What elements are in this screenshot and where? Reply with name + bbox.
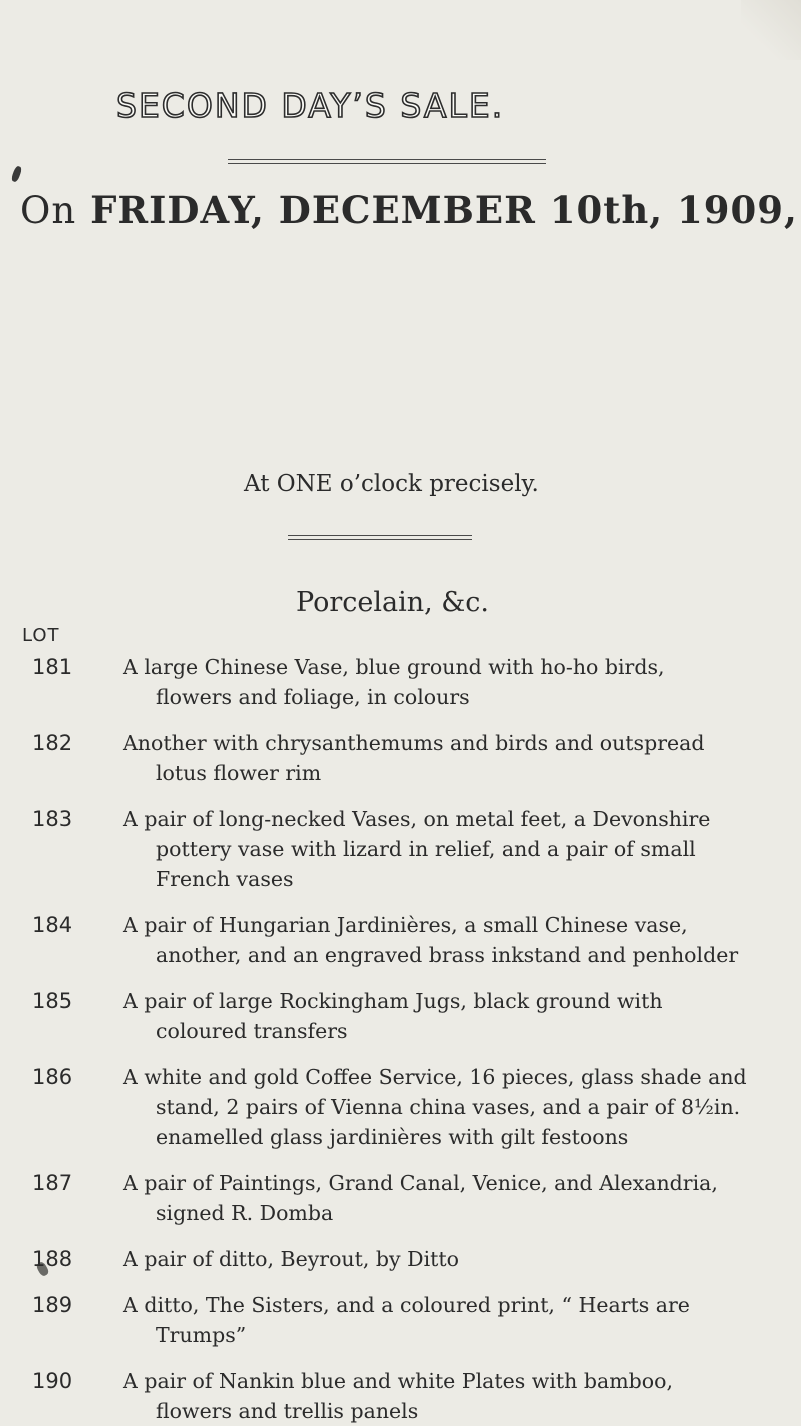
page-corner <box>741 0 801 60</box>
lot-description <box>123 1168 793 1228</box>
section-heading: Porcelain, &c. <box>296 587 489 618</box>
lot-description-line: A pair of Nankin blue and white Plates with bamboo, <box>123 1369 673 1393</box>
lot-description-line: coloured transfers <box>156 1019 348 1043</box>
lot-description-line: flowers and foliage, in colours <box>156 685 470 709</box>
lot-number: 182 <box>32 731 73 755</box>
sale-time: At ONE o’clock precisely. <box>244 471 539 497</box>
lot-description-line: A pair of large Rockingham Jugs, black ground with <box>123 989 663 1013</box>
lot-description <box>123 986 793 1046</box>
lot-description <box>123 1062 793 1152</box>
lot-description <box>123 1244 793 1274</box>
sale-on-label: On <box>20 189 77 232</box>
lot-description <box>123 1290 793 1350</box>
lot-number: 189 <box>32 1293 73 1317</box>
lot-number: 181 <box>32 655 73 679</box>
lot-description-line: A pair of Hungarian Jardinières, a small Chinese vase, <box>123 913 688 937</box>
lot-description-line: lotus flower rim <box>156 761 322 785</box>
lot-description-line: enamelled glass jardinières with gilt festoons <box>156 1125 629 1149</box>
lot-description <box>123 1366 793 1426</box>
lot-number: 185 <box>32 989 73 1013</box>
lot-description-line: signed R. Domba <box>156 1201 334 1225</box>
time-divider <box>288 535 472 540</box>
lot-description-line: flowers and trellis panels <box>156 1399 419 1423</box>
lot-description-line: A pair of long-necked Vases, on metal feet, a Devonshire <box>123 807 711 831</box>
ink-mark-top-left <box>10 165 22 182</box>
lot-description-line: A large Chinese Vase, blue ground with ho-ho birds, <box>123 655 665 679</box>
lot-number: 187 <box>32 1171 73 1195</box>
lot-description <box>123 728 793 788</box>
lot-description-line: French vases <box>156 867 294 891</box>
lot-description-line: Another with chrysanthemums and birds and outspread <box>123 731 705 755</box>
sale-date: FRIDAY, DECEMBER 10th, 1909, <box>90 188 798 232</box>
lot-number: 183 <box>32 807 73 831</box>
lot-description-line: A ditto, The Sisters, and a coloured print, “ Hearts are <box>123 1293 690 1317</box>
lot-number: 186 <box>32 1065 73 1089</box>
lot-column-heading: LOT <box>22 625 60 646</box>
lot-description-line: A pair of Paintings, Grand Canal, Venice, and Alexandria, <box>123 1171 718 1195</box>
lot-description-line: A pair of ditto, Beyrout, by Ditto <box>123 1247 459 1271</box>
sale-date-line <box>20 188 798 232</box>
lot-description <box>123 910 793 970</box>
page-title: SECOND DAY’S SALE. <box>116 86 505 125</box>
lot-number: 190 <box>32 1369 73 1393</box>
lot-number: 184 <box>32 913 73 937</box>
lot-description-line: stand, 2 pairs of Vienna china vases, and a pair of 8½in. <box>156 1095 741 1119</box>
lot-description <box>123 804 793 894</box>
lot-description <box>123 652 793 712</box>
title-divider <box>228 159 546 164</box>
lot-description-line: pottery vase with lizard in relief, and a pair of small <box>156 837 696 861</box>
lot-description-line: A white and gold Coffee Service, 16 pieces, glass shade and <box>123 1065 747 1089</box>
lot-number: 188 <box>32 1247 73 1271</box>
lot-description-line: another, and an engraved brass inkstand and penholder <box>156 943 739 967</box>
lot-description-line: Trumps” <box>156 1323 247 1347</box>
